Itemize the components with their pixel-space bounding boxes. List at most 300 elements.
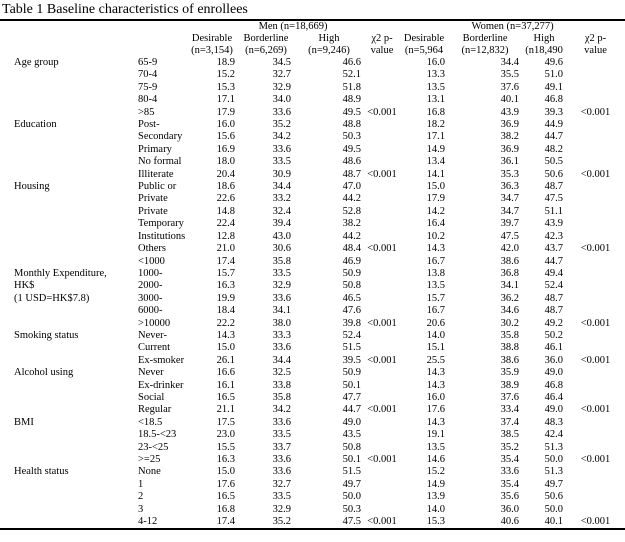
table-row [0,442,625,454]
p-value-cell [566,380,625,392]
percent-value-cell: 18.2 [426,119,446,131]
row-category-label: 65-9 [138,57,158,68]
percent-value-cell: 21.0 [216,243,235,255]
p-value-cell [364,206,400,218]
percent-value-cell: 35.8 [272,255,291,267]
table-row [0,107,625,119]
percent-value-cell: 44.7 [544,255,564,267]
row-group-label [0,355,130,367]
p-value-cell [566,293,625,305]
percent-value-cell: 52.4 [342,329,361,341]
percent-value-cell: 33.6 [500,466,520,478]
p-value-cell [566,82,625,94]
percent-value-cell: 33.5 [272,156,291,168]
row-group-label [0,256,130,268]
p-value-cell [364,69,400,81]
percent-value-cell: 14.8 [216,205,235,217]
men-high-n: (n=9,246) [308,45,350,56]
percent-value-cell: 14.6 [426,454,446,465]
percent-value-cell: 19.9 [216,292,235,304]
percent-value-cell: 43.0 [272,230,291,242]
p-value-cell: <0.001 [580,243,611,255]
percent-value-cell: 15.0 [216,342,235,354]
percent-value-cell: 30.6 [272,243,291,255]
percent-value-cell: 32.9 [272,280,291,292]
percent-value-cell: 49.2 [544,317,564,329]
table-row [0,94,625,106]
percent-value-cell: 47.5 [544,193,564,205]
row-category-label: >85 [138,106,155,118]
table-row [0,491,625,503]
percent-value-cell: 40.6 [500,516,520,528]
percent-value-cell: 32.4 [272,205,291,217]
p-value-cell [566,466,625,478]
percent-value-cell: 17.1 [216,94,235,106]
women-high-header: High [533,33,555,44]
percent-value-cell: 32.9 [272,503,291,515]
p-value-cell [364,380,400,392]
row-group-label: BMI [14,416,34,428]
percent-value-cell: 38.6 [500,354,520,366]
table-row [0,380,625,392]
percent-value-cell: 39.8 [342,317,361,329]
percent-value-cell: 38.2 [500,131,520,143]
percent-value-cell: 13.1 [426,94,446,106]
p-value-cell: <0.001 [580,354,611,366]
percent-value-cell: 16.7 [426,255,446,267]
percent-value-cell: 33.6 [272,292,291,304]
percent-value-cell: 35.2 [272,119,291,131]
table-row [0,169,625,181]
percent-value-cell: 16.6 [216,367,235,379]
percent-value-cell: 18.9 [216,57,235,68]
percent-value-cell: 14.1 [426,168,446,180]
row-category-label: 3000- [138,292,163,304]
row-category-label: <1000 [138,255,165,267]
percent-value-cell: 32.9 [272,81,291,93]
percent-value-cell: 36.0 [544,354,564,366]
percent-value-cell: 50.3 [342,503,361,515]
percent-value-cell: 48.7 [544,181,564,193]
row-category-label: Illiterate [138,168,174,180]
row-category-label: Private [138,205,168,217]
percent-value-cell: 16.1 [216,379,235,391]
p-value-cell [566,144,625,156]
table-row [0,82,625,94]
percent-value-cell: 16.3 [216,280,235,292]
percent-value-cell: 26.1 [216,354,235,366]
percent-value-cell: 34.4 [272,354,291,366]
p-value-cell: <0.001 [580,106,611,118]
percent-value-cell: 13.3 [426,69,446,81]
row-category-label: Institutions [138,230,186,242]
percent-value-cell: 34.7 [500,193,520,205]
percent-value-cell: 33.5 [272,491,291,503]
row-category-label: Secondary [138,131,183,143]
row-category-label: Social [138,391,165,403]
p-value-cell [566,330,625,342]
percent-value-cell: 39.4 [272,218,291,230]
percent-value-cell: 37.6 [500,81,520,93]
percent-value-cell: 14.0 [426,329,446,341]
percent-value-cell: 33.2 [272,193,291,205]
percent-value-cell: 16.7 [426,305,446,317]
percent-value-cell: 34.2 [272,404,291,416]
percent-value-cell: 49.7 [544,478,564,490]
p-value-cell: <0.001 [367,106,397,118]
percent-value-cell: 36.1 [500,156,520,168]
row-category-label: 4-12 [138,516,158,528]
row-group-label: Education [14,119,57,131]
percent-value-cell: 47.5 [342,516,361,528]
p-value-cell [364,429,400,441]
table-row [0,181,625,193]
percent-value-cell: 49.0 [342,416,361,428]
empty-header-cell [0,33,130,45]
percent-value-cell: 17.4 [216,255,235,267]
percent-value-cell: 13.5 [426,280,446,292]
row-category-label: Ex-smoker [138,354,185,366]
percent-value-cell: 51.3 [544,441,564,453]
percent-value-cell: 14.3 [216,329,235,341]
row-group-label [0,479,130,491]
p-value-cell [566,131,625,143]
row-group-label [0,193,130,205]
men-high-header: High [318,33,340,44]
percent-value-cell: 35.9 [500,367,520,379]
row-group-label [0,491,130,503]
percent-value-cell: 37.6 [500,391,520,403]
men-desirable-header: Desirable [191,33,233,44]
column-sublabel-row [0,45,625,57]
p-value-cell [566,367,625,379]
p-value-cell [364,181,400,193]
table-row [0,479,625,491]
table-row [0,429,625,441]
percent-value-cell: 40.1 [544,516,564,528]
p-value-cell [364,367,400,379]
percent-value-cell: 50.0 [544,454,564,465]
row-group-label: HK$ [14,280,35,292]
percent-value-cell: 48.9 [342,94,361,106]
p-value-cell [566,181,625,193]
percent-value-cell: 16.0 [426,57,446,68]
percent-value-cell: 35.2 [272,516,291,528]
p-value-cell [364,504,400,516]
percent-value-cell: 14.3 [426,243,446,255]
row-category-label: No formal [138,156,182,168]
p-value-cell [364,491,400,503]
women-pvalue-sub: value [584,45,607,56]
percent-value-cell: 50.0 [342,491,361,503]
p-value-cell [364,330,400,342]
p-value-cell: <0.001 [367,454,397,465]
percent-value-cell: 50.9 [342,367,361,379]
p-value-cell: <0.001 [580,404,611,416]
percent-value-cell: 20.6 [426,317,446,329]
p-value-cell [566,193,625,205]
percent-value-cell: 50.2 [544,329,564,341]
p-value-cell: <0.001 [367,317,397,329]
p-value-cell [364,94,400,106]
row-category-label: 1000- [138,267,163,279]
percent-value-cell: 44.9 [544,119,564,131]
percent-value-cell: 38.2 [342,218,361,230]
percent-value-cell: 15.2 [216,69,235,81]
men-group-header: Men (n=18,669) [258,21,328,32]
percent-value-cell: 35.8 [500,329,520,341]
percent-value-cell: 49.4 [544,267,564,279]
table-row [0,466,625,478]
p-value-cell: <0.001 [367,168,397,180]
p-value-cell [566,491,625,503]
percent-value-cell: 48.6 [342,156,361,168]
percent-value-cell: 14.9 [426,143,446,155]
percent-value-cell: 15.7 [426,292,446,304]
percent-value-cell: 21.1 [216,404,235,416]
row-group-label [0,392,130,404]
row-group-label [0,69,130,81]
table-body [0,57,625,529]
p-value-cell: <0.001 [580,516,611,528]
row-group-label [0,342,130,354]
percent-value-cell: 43.9 [544,218,564,230]
percent-value-cell: 50.3 [342,131,361,143]
table-row [0,330,625,342]
table-row [0,342,625,354]
row-group-label [0,131,130,143]
column-label-row [0,33,625,45]
percent-value-cell: 33.7 [272,441,291,453]
row-category-label: <18.5 [138,416,163,428]
percent-value-cell: 49.5 [342,143,361,155]
percent-value-cell: 36.0 [500,503,520,515]
row-group-label: Monthly Expenditure, [14,267,107,279]
percent-value-cell: 34.2 [272,131,291,143]
percent-value-cell: 52.4 [544,280,564,292]
row-category-label: Regular [138,404,172,416]
p-value-cell [566,94,625,106]
table-row [0,131,625,143]
row-category-label: Temporary [138,218,184,230]
table-header [0,20,625,57]
row-group-label [0,504,130,516]
table-row [0,218,625,230]
percent-value-cell: 47.7 [342,391,361,403]
percent-value-cell: 13.8 [426,267,446,279]
percent-value-cell: 17.1 [426,131,446,143]
percent-value-cell: 15.3 [216,81,235,93]
row-category-label: 1 [138,478,144,490]
p-value-cell [364,231,400,243]
percent-value-cell: 16.0 [216,119,235,131]
women-desirable-header: Desirable [403,33,445,44]
percent-value-cell: 48.8 [342,119,361,131]
percent-value-cell: 49.5 [342,106,361,118]
percent-value-cell: 35.8 [272,391,291,403]
men-pvalue-sub: value [370,45,394,56]
percent-value-cell: 35.2 [500,441,520,453]
percent-value-cell: 20.4 [216,168,235,180]
row-category-label: >=25 [138,454,161,465]
row-group-label [0,169,130,181]
percent-value-cell: 51.5 [342,342,361,354]
table-row [0,305,625,317]
p-value-cell: <0.001 [367,243,397,255]
percent-value-cell: 46.5 [342,292,361,304]
percent-value-cell: 32.5 [272,367,291,379]
percent-value-cell: 17.9 [216,106,235,118]
table-row [0,57,625,69]
percent-value-cell: 18.0 [216,156,235,168]
row-group-label [0,380,130,392]
percent-value-cell: 13.5 [426,441,446,453]
percent-value-cell: 19.1 [426,429,446,441]
table-row [0,367,625,379]
row-category-label: 2000- [138,280,163,292]
p-value-cell [364,479,400,491]
table-row [0,417,625,429]
percent-value-cell: 22.6 [216,193,235,205]
table-row [0,516,625,529]
percent-value-cell: 44.7 [342,404,361,416]
percent-value-cell: 10.2 [426,230,446,242]
table-row [0,193,625,205]
p-value-cell [364,342,400,354]
percent-value-cell: 33.6 [272,454,291,465]
women-group-header: Women (n=37,277) [471,21,554,32]
percent-value-cell: 17.6 [426,404,446,416]
percent-value-cell: 38.6 [500,255,520,267]
p-value-cell [364,144,400,156]
row-group-label [0,404,130,416]
table-row [0,280,625,292]
percent-value-cell: 50.9 [342,267,361,279]
percent-value-cell: 37.4 [500,416,520,428]
row-group-label [0,156,130,168]
percent-value-cell: 46.6 [342,57,361,68]
row-group-label [0,82,130,94]
row-category-label: Public or [138,181,177,193]
p-value-cell [566,57,625,69]
p-value-cell [566,442,625,454]
percent-value-cell: 36.9 [500,143,520,155]
row-group-label [0,442,130,454]
percent-value-cell: 50.0 [544,503,564,515]
percent-value-cell: 34.7 [500,205,520,217]
percent-value-cell: 33.3 [272,329,291,341]
percent-value-cell: 43.7 [544,243,564,255]
percent-value-cell: 47.5 [500,230,520,242]
percent-value-cell: 51.5 [342,466,361,478]
percent-value-cell: 42.3 [544,230,564,242]
percent-value-cell: 32.7 [272,478,291,490]
row-group-label [0,231,130,243]
table-row [0,392,625,404]
percent-value-cell: 16.5 [216,491,235,503]
empty-header-cell [130,20,186,33]
p-value-cell: <0.001 [367,516,397,528]
row-category-label: Ex-drinker [138,379,184,391]
table-row [0,156,625,168]
percent-value-cell: 35.3 [500,168,520,180]
empty-header-cell [130,45,186,57]
percent-value-cell: 46.8 [544,94,564,106]
percent-value-cell: 50.1 [342,379,361,391]
percent-value-cell: 33.5 [272,429,291,441]
percent-value-cell: 16.3 [216,454,235,465]
row-category-label: Others [138,243,166,255]
percent-value-cell: 22.2 [216,317,235,329]
row-group-label [0,218,130,230]
row-category-label: >10000 [138,317,171,329]
percent-value-cell: 18.6 [216,181,235,193]
percent-value-cell: 48.2 [544,143,564,155]
row-group-label [0,243,130,255]
p-value-cell [364,293,400,305]
percent-value-cell: 38.0 [272,317,291,329]
p-value-cell [566,119,625,131]
percent-value-cell: 47.0 [342,181,361,193]
percent-value-cell: 25.5 [426,354,446,366]
p-value-cell [566,206,625,218]
percent-value-cell: 34.6 [500,305,520,317]
percent-value-cell: 30.2 [500,317,520,329]
percent-value-cell: 14.3 [426,379,446,391]
p-value-cell [364,218,400,230]
percent-value-cell: 17.5 [216,416,235,428]
p-value-cell [566,218,625,230]
row-category-label: 18.5-<23 [138,429,177,441]
percent-value-cell: 43.9 [500,106,520,118]
percent-value-cell: 36.2 [500,292,520,304]
row-group-label: Health status [14,466,69,478]
percent-value-cell: 14.9 [426,478,446,490]
row-category-label: 80-4 [138,94,158,106]
percent-value-cell: 48.7 [342,168,361,180]
percent-value-cell: 46.4 [544,391,564,403]
percent-value-cell: 46.8 [544,379,564,391]
percent-value-cell: 48.7 [544,305,564,317]
p-value-cell [364,57,400,69]
row-group-label [0,144,130,156]
percent-value-cell: 51.1 [544,205,564,217]
row-group-label [0,94,130,106]
percent-value-cell: 33.6 [272,106,291,118]
percent-value-cell: 15.0 [426,181,446,193]
percent-value-cell: 49.0 [544,404,564,416]
percent-value-cell: 33.5 [272,267,291,279]
percent-value-cell: 15.5 [216,441,235,453]
row-category-label: 6000- [138,305,163,317]
table-row [0,69,625,81]
empty-header-cell [0,20,130,33]
percent-value-cell: 18.4 [216,305,235,317]
table-row [0,454,625,466]
table-row [0,144,625,156]
p-value-cell [566,479,625,491]
percent-value-cell: 13.9 [426,491,446,503]
percent-value-cell: 16.9 [216,143,235,155]
row-category-label: 75-9 [138,81,158,93]
p-value-cell [566,305,625,317]
percent-value-cell: 16.0 [426,391,446,403]
table-row [0,268,625,280]
percent-value-cell: 14.3 [426,416,446,428]
table-row [0,355,625,367]
percent-value-cell: 50.6 [544,491,564,503]
row-category-label: Never [138,367,164,379]
